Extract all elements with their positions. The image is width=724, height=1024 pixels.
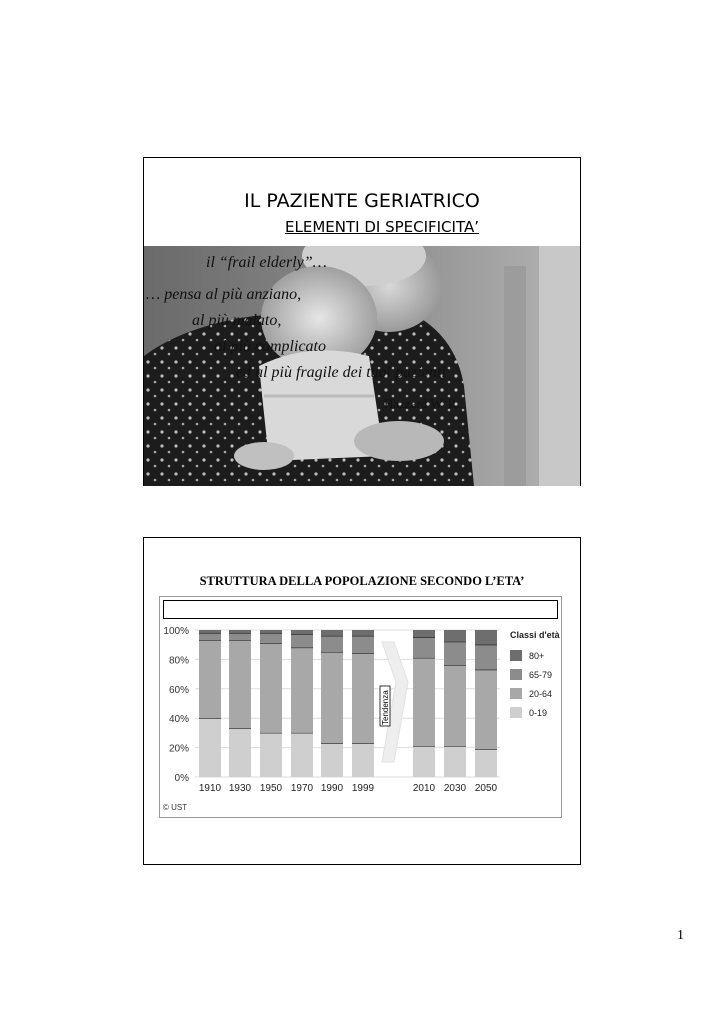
- bar-segment-20-64: [199, 640, 221, 718]
- bar-segment-20-64: [229, 640, 251, 728]
- bar-segment-80+: [475, 630, 497, 645]
- quote-line-5: ed al più fragile dei tuoi pazienti: [236, 364, 446, 381]
- bar-segment-80+: [260, 630, 282, 633]
- bar-segment-65-79: [199, 633, 221, 640]
- bar-segment-80+: [413, 630, 435, 637]
- bar-segment-0-19: [413, 746, 435, 777]
- bar-segment-0-19: [291, 733, 313, 777]
- bar-segment-80+: [444, 630, 466, 642]
- chart-source: © UST: [163, 803, 188, 812]
- bar-segment-20-64: [260, 643, 282, 733]
- page-number: 1: [677, 928, 684, 943]
- bar-segment-0-19: [229, 728, 251, 777]
- bar-segment-65-79: [291, 634, 313, 647]
- slide-1-subtitle: ELEMENTI DI SPECIFICITA’: [285, 218, 479, 236]
- bar-segment-80+: [229, 630, 251, 633]
- bar-segment-0-19: [321, 743, 343, 777]
- slide-2-title: STRUTTURA DELLA POPOLAZIONE SECONDO L’ETA’: [199, 574, 525, 588]
- bar-segment-20-64: [321, 652, 343, 743]
- quote-line-2: … pensa al più anziano,: [146, 286, 302, 303]
- bar-segment-80+: [352, 630, 374, 636]
- legend-swatch-80+: [510, 650, 522, 661]
- bar-segment-20-64: [413, 658, 435, 746]
- x-tick-label: 1950: [259, 783, 283, 794]
- bar-segment-0-19: [260, 733, 282, 777]
- chart-header-bar: [163, 600, 558, 619]
- legend-swatch-65-79: [510, 669, 522, 680]
- slide-1: [143, 157, 581, 486]
- quote-line-1: il “frail elderly”…: [206, 254, 327, 271]
- legend-label-20-64: 20-64: [529, 689, 553, 699]
- quote-line-4: al più complicato: [214, 338, 326, 355]
- bar-segment-20-64: [352, 654, 374, 744]
- bar-segment-0-19: [475, 749, 497, 777]
- bar-segment-20-64: [444, 665, 466, 746]
- bar-segment-80+: [321, 630, 343, 636]
- y-tick-label: 60%: [168, 684, 189, 696]
- bar-segment-65-79: [444, 642, 466, 666]
- y-tick-label: 80%: [168, 655, 189, 667]
- slide-1-title: IL PAZIENTE GERIATRICO: [244, 190, 480, 212]
- x-tick-label: 2010: [412, 783, 436, 794]
- x-tick-label: 1930: [228, 783, 252, 794]
- age-structure-chart: [160, 622, 561, 817]
- bar-segment-65-79: [321, 636, 343, 652]
- bar-segment-65-79: [475, 645, 497, 670]
- x-tick-label: 2050: [474, 783, 498, 794]
- bar-segment-0-19: [444, 746, 466, 777]
- x-tick-label: 2030: [443, 783, 467, 794]
- legend-swatch-20-64: [510, 688, 522, 699]
- bar-segment-20-64: [291, 648, 313, 733]
- legend-title: Classi d'età: [510, 630, 560, 640]
- population-chart-box: [159, 596, 562, 818]
- x-tick-label: 1999: [351, 783, 375, 794]
- x-tick-label: 1990: [320, 783, 344, 794]
- bar-segment-0-19: [199, 718, 221, 777]
- bar-segment-80+: [199, 630, 221, 633]
- x-tick-label: 1910: [198, 783, 222, 794]
- y-tick-label: 100%: [163, 626, 189, 637]
- x-tick-label: 1970: [290, 783, 314, 794]
- legend-label-65-79: 65-79: [529, 670, 553, 680]
- bar-segment-0-19: [352, 743, 374, 777]
- legend-label-0-19: 0-19: [529, 708, 548, 718]
- quote-line-3: al più malato,: [192, 312, 282, 329]
- y-tick-label: 20%: [168, 743, 189, 755]
- slide-2: [143, 537, 581, 865]
- bar-segment-65-79: [413, 637, 435, 658]
- legend-swatch-0-19: [510, 707, 522, 718]
- bar-segment-65-79: [352, 636, 374, 654]
- trend-label: Tendenza: [381, 690, 390, 725]
- bar-segment-65-79: [229, 633, 251, 640]
- legend-label-80+: 80+: [529, 651, 545, 661]
- bar-segment-20-64: [475, 670, 497, 749]
- y-tick-label: 40%: [168, 714, 189, 726]
- bar-segment-80+: [291, 630, 313, 634]
- y-tick-label: 0%: [174, 773, 189, 784]
- bar-segment-65-79: [260, 633, 282, 643]
- quote-author: Hazzard W. R.: [384, 396, 460, 411]
